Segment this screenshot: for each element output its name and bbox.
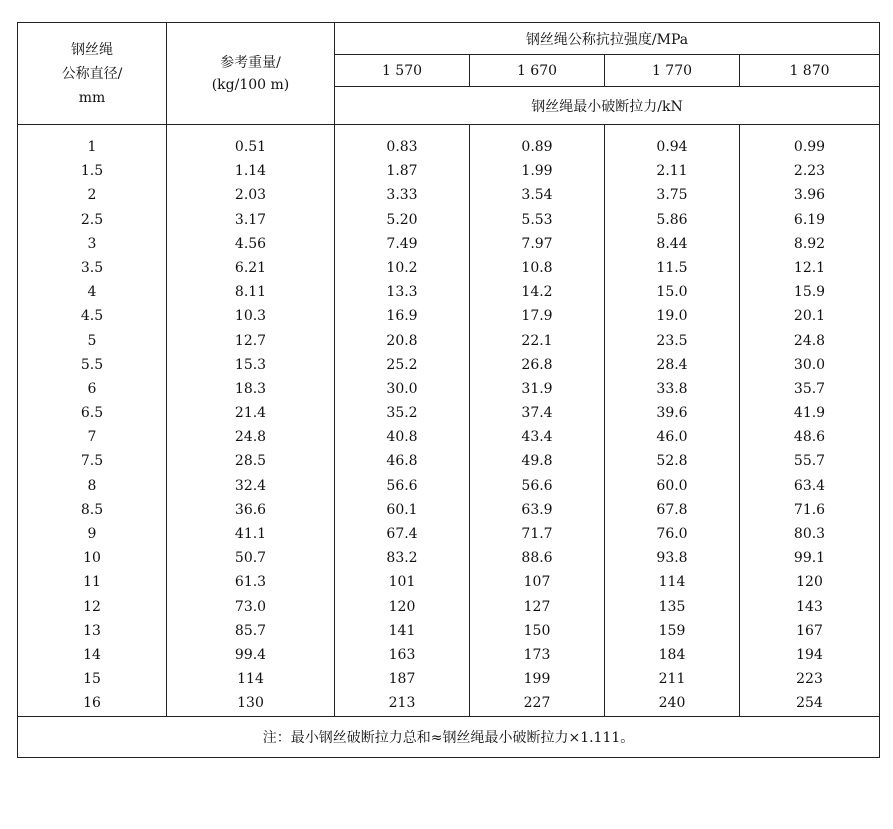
table-cell: 194 <box>796 646 823 663</box>
table-cell: 85.7 <box>234 622 267 639</box>
force-header: 钢丝绳最小破断拉力/kN <box>335 87 880 125</box>
table-cell: 8.11 <box>234 284 267 301</box>
table-cell: 173 <box>523 646 551 663</box>
table-cell: 3.96 <box>793 187 826 204</box>
table-cell: 56.6 <box>521 477 553 494</box>
table-cell: 211 <box>658 671 686 688</box>
table-cell: 8.44 <box>656 235 688 252</box>
strength-grade: 1 570 <box>335 55 470 87</box>
table-cell: 12 <box>83 598 101 615</box>
table-cell: 24.8 <box>793 332 826 349</box>
table-cell: 26.8 <box>521 356 553 373</box>
table-cell: 24.8 <box>234 429 267 446</box>
weight-header-line: 参考重量/ <box>220 54 281 71</box>
table-cell: 76.0 <box>656 526 688 542</box>
table-cell: 120 <box>388 598 416 615</box>
table-cell: 5.5 <box>80 356 104 373</box>
weight-header <box>167 23 335 125</box>
force-column-1870 <box>740 125 880 717</box>
table-cell: 46.0 <box>656 429 688 446</box>
table-cell: 13 <box>83 622 101 639</box>
table-cell: 4.5 <box>80 308 104 325</box>
diameter-column <box>18 125 167 717</box>
table-cell: 10 <box>83 550 101 567</box>
table-cell: 19.0 <box>656 308 688 325</box>
table-cell: 80.3 <box>793 526 826 542</box>
strength-grade: 1 770 <box>605 55 740 87</box>
strength-header: 钢丝绳公称抗拉强度/MPa <box>335 23 880 55</box>
table-cell: 7.5 <box>80 453 104 470</box>
table-cell: 30.0 <box>793 356 826 373</box>
table-cell: 32.4 <box>234 477 267 494</box>
table-cell: 5.86 <box>656 211 688 228</box>
table-note: 注：最小钢丝破断拉力总和≈钢丝绳最小破断拉力×1.111。 <box>18 716 880 757</box>
table-cell: 23.5 <box>656 332 688 349</box>
table-cell: 7 <box>87 429 97 446</box>
table-cell: 163 <box>388 646 416 663</box>
table-cell: 1.5 <box>80 163 104 180</box>
table-cell: 41.9 <box>793 405 826 422</box>
table-cell: 1.99 <box>521 163 553 180</box>
table-cell: 0.99 <box>793 139 826 155</box>
table-cell: 2 <box>87 187 97 204</box>
table-cell: 8.5 <box>80 501 104 518</box>
table-cell: 49.8 <box>521 453 553 470</box>
force-column-1770 <box>605 125 740 717</box>
table-cell: 43.4 <box>521 429 553 446</box>
table-cell: 6 <box>87 380 97 397</box>
table-cell: 199 <box>523 671 551 688</box>
table-cell: 114 <box>237 671 264 688</box>
table-cell: 63.9 <box>521 501 553 518</box>
table-cell: 28.4 <box>656 356 688 373</box>
table-cell: 33.8 <box>656 380 688 397</box>
table-cell: 184 <box>658 646 686 663</box>
table-cell: 15.0 <box>656 284 688 301</box>
table-cell: 93.8 <box>656 550 688 567</box>
diameter-header <box>18 23 167 125</box>
force-column-1670 <box>470 125 605 717</box>
table-cell: 99.1 <box>793 550 826 567</box>
strength-grade: 1 870 <box>740 55 880 87</box>
table-cell: 3.33 <box>386 187 418 204</box>
table-cell: 1.14 <box>234 163 267 180</box>
table-cell: 1 <box>87 139 97 155</box>
table-cell: 254 <box>796 695 823 712</box>
table-cell: 22.1 <box>521 332 553 349</box>
table-cell: 143 <box>796 598 823 615</box>
table-cell: 213 <box>388 695 416 712</box>
table-cell: 12.7 <box>234 332 267 349</box>
table-cell: 2.03 <box>234 187 267 204</box>
table-cell: 25.2 <box>386 356 418 373</box>
table-cell: 52.8 <box>656 453 688 470</box>
table-cell: 3.17 <box>234 211 267 228</box>
table-cell: 67.4 <box>386 526 418 542</box>
table-cell: 6.21 <box>234 259 267 276</box>
table-cell: 37.4 <box>521 405 553 422</box>
table-cell: 2.23 <box>793 163 826 180</box>
table-cell: 3.75 <box>656 187 688 204</box>
table-cell: 0.51 <box>234 139 267 155</box>
table-cell: 11.5 <box>656 259 688 276</box>
table-cell: 11 <box>83 574 101 591</box>
table-cell: 1.87 <box>386 163 418 180</box>
table-cell: 10.3 <box>234 308 267 325</box>
table-cell: 5.20 <box>386 211 418 228</box>
table-cell: 41.1 <box>234 526 267 542</box>
table-cell: 63.4 <box>793 477 826 494</box>
table-cell: 223 <box>796 671 823 688</box>
table-cell: 14 <box>83 646 101 663</box>
table-cell: 5 <box>87 332 97 349</box>
table-cell: 6.5 <box>80 405 104 422</box>
table-cell: 127 <box>523 598 551 615</box>
table-cell: 8 <box>87 477 97 494</box>
table-cell: 12.1 <box>793 259 826 276</box>
table-cell: 16 <box>83 695 101 712</box>
weight-column <box>167 125 335 717</box>
table-cell: 2.11 <box>656 163 688 180</box>
table-cell: 56.6 <box>386 477 418 494</box>
table-cell: 141 <box>388 622 416 639</box>
table-cell: 28.5 <box>234 453 267 470</box>
table-cell: 159 <box>658 622 686 639</box>
table-cell: 9 <box>87 526 97 542</box>
table-cell: 71.7 <box>521 526 553 542</box>
table-cell: 60.0 <box>656 477 688 494</box>
table-cell: 40.8 <box>386 429 418 446</box>
table-cell: 114 <box>658 574 686 591</box>
table-cell: 0.89 <box>521 139 553 155</box>
table-cell: 6.19 <box>793 211 826 228</box>
table-cell: 50.7 <box>234 550 267 567</box>
table-cell: 36.6 <box>234 501 267 518</box>
strength-grade: 1 670 <box>470 55 605 87</box>
table-cell: 48.6 <box>793 429 826 446</box>
table-cell: 55.7 <box>793 453 826 470</box>
table-cell: 73.0 <box>234 598 267 615</box>
table-cell: 120 <box>796 574 823 591</box>
diameter-header-line: 公称直径/ <box>61 65 123 82</box>
table-cell: 16.9 <box>386 308 418 325</box>
table-cell: 10.2 <box>386 259 418 276</box>
table-cell: 150 <box>523 622 551 639</box>
table-cell: 46.8 <box>386 453 418 470</box>
table-cell: 10.8 <box>521 259 553 276</box>
table-cell: 3.54 <box>521 187 553 204</box>
table-cell: 17.9 <box>521 308 553 325</box>
table-cell: 30.0 <box>386 380 418 397</box>
table-cell: 15 <box>83 671 101 688</box>
table-cell: 187 <box>388 671 416 688</box>
table-cell: 35.2 <box>386 405 418 422</box>
table-cell: 3.5 <box>80 259 104 276</box>
weight-header-line: (kg/100 m) <box>211 76 290 93</box>
table-cell: 107 <box>523 574 551 591</box>
table-cell: 167 <box>796 622 823 639</box>
table-cell: 15.3 <box>234 356 267 373</box>
table-cell: 130 <box>237 695 264 712</box>
table-cell: 3 <box>87 235 97 252</box>
table-cell: 8.92 <box>793 235 826 252</box>
table-cell: 4 <box>87 284 97 301</box>
table-cell: 0.83 <box>386 139 418 155</box>
table-cell: 61.3 <box>234 574 267 591</box>
table-cell: 14.2 <box>521 284 553 301</box>
table-cell: 5.53 <box>521 211 553 228</box>
table-cell: 31.9 <box>521 380 553 397</box>
diameter-header-line: 钢丝绳 <box>71 41 113 58</box>
table-cell: 227 <box>523 695 551 712</box>
diameter-header-line: mm <box>78 89 106 106</box>
table-cell: 35.7 <box>793 380 826 397</box>
table-cell: 135 <box>658 598 686 615</box>
table-cell: 20.1 <box>793 308 826 325</box>
table-cell: 13.3 <box>386 284 418 301</box>
table-cell: 83.2 <box>386 550 418 567</box>
table-cell: 21.4 <box>234 405 267 422</box>
table-cell: 2.5 <box>80 211 104 228</box>
table-cell: 7.49 <box>386 235 418 252</box>
table-cell: 20.8 <box>386 332 418 349</box>
table-cell: 4.56 <box>234 235 267 252</box>
table-cell: 101 <box>388 574 416 591</box>
table-cell: 99.4 <box>234 646 267 663</box>
table-cell: 39.6 <box>656 405 688 422</box>
table-cell: 60.1 <box>386 501 418 518</box>
table-cell: 88.6 <box>521 550 553 567</box>
table-cell: 0.94 <box>656 139 688 155</box>
table-cell: 15.9 <box>793 284 826 301</box>
table-cell: 18.3 <box>234 380 267 397</box>
force-column-1570 <box>335 125 470 717</box>
table-cell: 7.97 <box>521 235 553 252</box>
wire-rope-spec-table <box>17 22 880 758</box>
table-cell: 71.6 <box>793 501 826 518</box>
table-cell: 67.8 <box>656 501 688 518</box>
table-cell: 240 <box>658 695 686 712</box>
